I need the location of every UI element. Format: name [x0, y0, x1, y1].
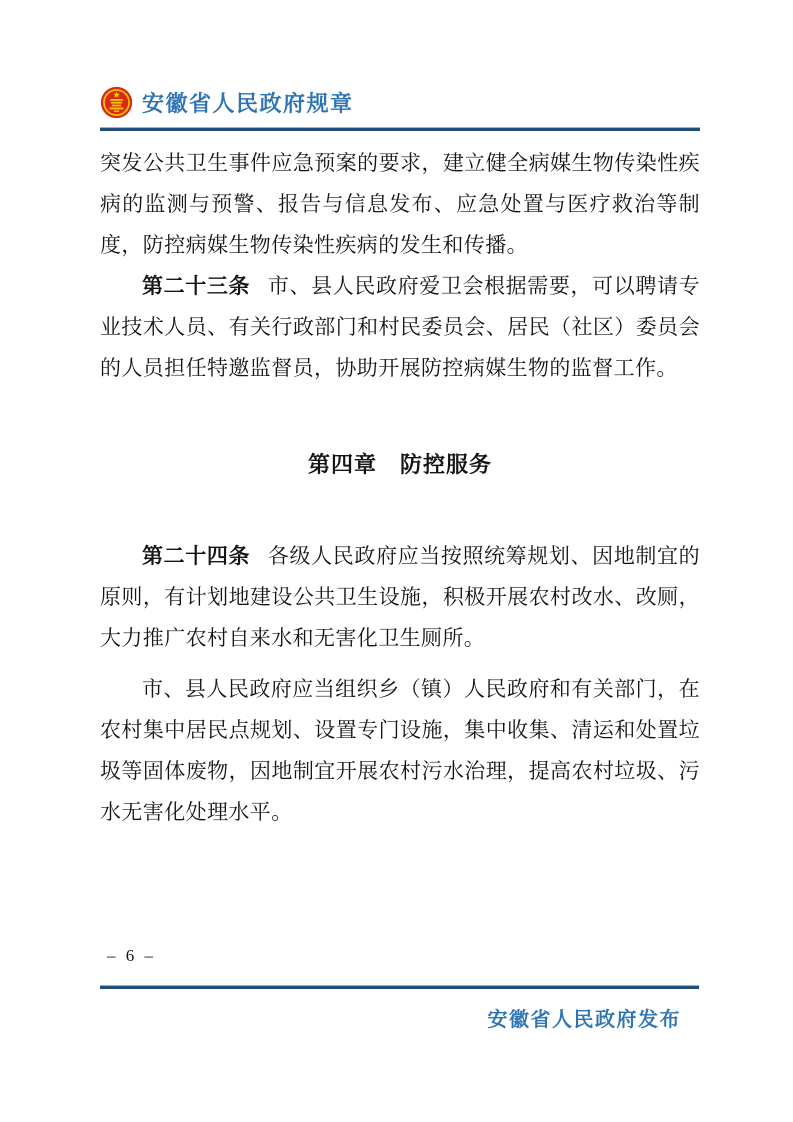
header-rule — [100, 127, 700, 131]
page-number: – 6 – — [107, 946, 156, 965]
paragraph-text: 突发公共卫生事件应急预案的要求，建立健全病媒生物传染性疾病的监测与预警、报告与信息发布、应急处置与医疗救治等制度，防控病媒生物传染性疾病的发生和传播。 — [100, 151, 700, 257]
paragraph-text: 各级人民政府应当按照统筹规划、因地制宜的原则，有计划地建设公共卫生设施，积极开展农村改水、改厕，大力推广农村自来水和无害化卫生厕所。 — [100, 544, 701, 650]
paragraph-text: 市、县人民政府应当组织乡（镇）人民政府和有关部门，在农村集中居民点规划、设置专门设施，集中收集、清运和处置垃圾等固体废物，因地制宜开展农村污水治理，提高农村垃圾、污水无害化处理水平。 — [100, 677, 700, 824]
footer-rule — [100, 985, 699, 989]
paragraph-article-24 — [100, 536, 700, 659]
china-national-emblem-icon — [100, 86, 133, 119]
paragraph-article-23 — [100, 266, 700, 389]
document-title: 安徽省人民政府规章 — [142, 90, 354, 116]
article-number: 第二十四条 — [142, 544, 251, 568]
document-header — [100, 84, 700, 131]
article-number: 第二十三条 — [142, 274, 251, 298]
chapter-heading: 第四章 防控服务 — [307, 452, 492, 477]
publisher-label: 安徽省人民政府发布 — [487, 1009, 681, 1031]
paragraph-continuation — [100, 143, 700, 266]
paragraph-text: 市、县人民政府爱卫会根据需要，可以聘请专业技术人员、有关行政部门和村民委员会、居民（社区）委员会的人员担任特邀监督员，协助开展防控病媒生物的监督工作。 — [100, 274, 701, 380]
header-brand — [100, 84, 700, 120]
paragraph-article-24-2 — [100, 669, 700, 833]
document-body — [100, 143, 700, 833]
